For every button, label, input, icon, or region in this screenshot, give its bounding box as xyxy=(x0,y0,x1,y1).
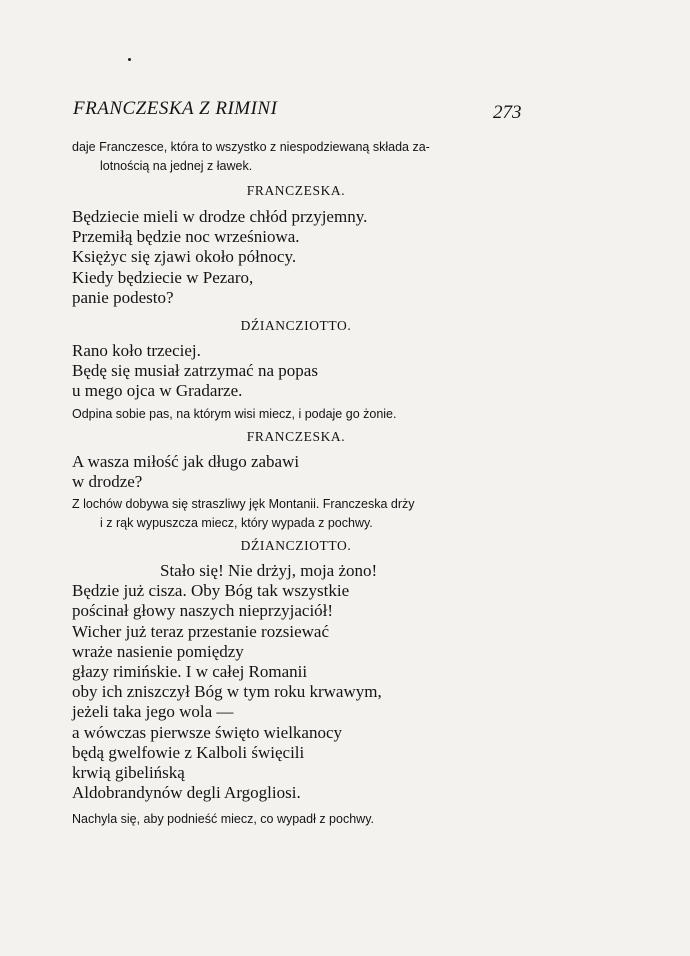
speaker-name: FRANCZESKA. xyxy=(246,183,346,198)
verse-line: Będzie już cisza. Oby Bóg tak wszystkie xyxy=(72,581,350,601)
verse-block xyxy=(72,341,520,402)
verse-line: a wówczas pierwsze święto wielkanocy xyxy=(72,722,343,742)
stage-direction: Nachyla się, aby podnieść miecz, co wypadł z pochwy. xyxy=(72,812,374,826)
page-number: 273 xyxy=(493,102,522,123)
speaker-name: FRANCZESKA. xyxy=(246,429,346,444)
verse-line: Rano koło trzeciej. xyxy=(72,341,201,360)
stage-direction xyxy=(72,495,520,533)
verse-line: Księżyc się zjawi około północy. xyxy=(72,247,297,267)
verse-line: pościnał głowy naszych nieprzyjaciół! xyxy=(72,601,334,621)
running-title: FRANCZESKA Z RIMINI xyxy=(73,98,278,119)
verse-line: A wasza miłość jak długo zabawi xyxy=(72,452,300,471)
verse-line: będą gwelfowie z Kalboli święcili xyxy=(72,742,305,762)
verse-block xyxy=(72,207,520,308)
verse-line: u mego ojca w Gradarze. xyxy=(72,381,243,401)
verse-line: Aldobrandynów degli Argogliosi. xyxy=(72,783,301,803)
verse-line: głazy rimińskie. I w całej Romanii xyxy=(72,662,308,682)
verse-line: Będziecie mieli w drodze chłód przyjemny. xyxy=(72,207,368,226)
verse-line: jeżeli taka jego wola — xyxy=(72,702,234,722)
verse-block xyxy=(72,452,520,492)
speaker-name: DŹIANCZIOTTO. xyxy=(240,538,352,553)
verse-block xyxy=(72,561,520,803)
verse-line: krwią gibelińską xyxy=(72,763,185,783)
stage-direction xyxy=(72,138,520,176)
stage-line: Z lochów dobywa się straszliwy jęk Montanii. Franczeska drży xyxy=(72,497,415,511)
verse-line: Stało się! Nie drżyj, moja żono! xyxy=(160,561,378,580)
verse-line: panie podesto? xyxy=(72,287,174,307)
verse-line: Wicher już teraz przestanie rozsiewać xyxy=(72,621,329,641)
verse-line: w drodze? xyxy=(72,472,143,492)
stage-line: lotnością na jednej z ławek. xyxy=(100,159,253,173)
verse-line: oby ich zniszczył Bóg w tym roku krwawym, xyxy=(72,682,382,702)
verse-line: Kiedy będziecie w Pezaro, xyxy=(72,267,254,287)
verse-line: Będę się musiał zatrzymać na popas xyxy=(72,361,318,381)
verse-line: Przemiłą będzie noc wrześniowa. xyxy=(72,227,300,247)
ink-speck xyxy=(128,58,131,61)
speaker-name: DŹIANCZIOTTO. xyxy=(240,318,352,333)
stage-direction: Odpina sobie pas, na którym wisi miecz, i podaje go żonie. xyxy=(72,407,397,421)
stage-line: daje Franczesce, która to wszystko z niespodziewaną składa za- xyxy=(72,140,430,154)
stage-line: i z rąk wypuszcza miecz, który wypada z pochwy. xyxy=(100,516,373,530)
verse-line: wraże nasienie pomiędzy xyxy=(72,641,244,661)
